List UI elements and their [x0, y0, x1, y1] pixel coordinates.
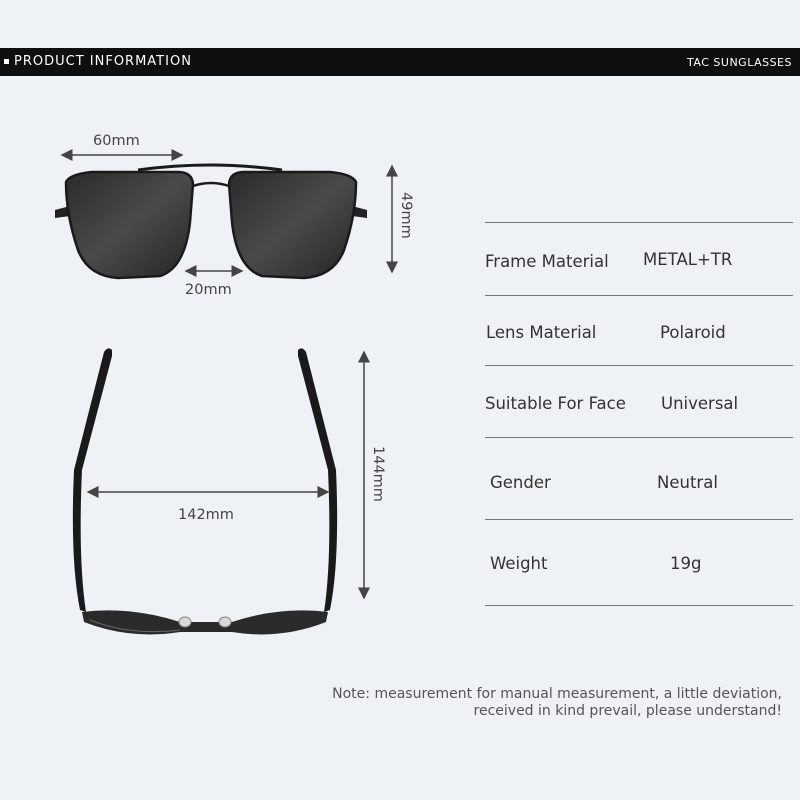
right-lens [229, 172, 356, 278]
spec-value: Universal [661, 394, 739, 413]
spec-label: Gender [490, 473, 551, 492]
spec-divider [485, 295, 793, 296]
temple-length-label: 144mm [370, 446, 386, 502]
note-line-2: received in kind prevail, please understand! [473, 703, 782, 719]
spec-divider [485, 519, 793, 520]
spec-value: METAL+TR [643, 250, 733, 269]
spec-value: 19g [670, 554, 702, 573]
lens-height-label: 49mm [398, 192, 414, 239]
spec-divider [485, 222, 793, 223]
spec-label: Weight [490, 554, 548, 573]
spec-divider [485, 437, 793, 438]
lens-width-label: 60mm [93, 133, 140, 149]
spec-divider [485, 605, 793, 606]
left-lens [66, 172, 193, 278]
spec-value: Polaroid [660, 323, 726, 342]
spec-label: Lens Material [486, 323, 597, 342]
measurement-note [332, 686, 782, 720]
spec-value: Neutral [657, 473, 718, 492]
frame-width-label: 142mm [178, 507, 234, 523]
front-view [55, 165, 367, 278]
bridge-width-label: 20mm [185, 282, 232, 298]
spec-divider [485, 365, 793, 366]
header-brand: TAC SUNGLASSES [687, 56, 792, 69]
header-title: PRODUCT INFORMATION [14, 54, 192, 69]
spec-label: Suitable For Face [485, 394, 626, 413]
spec-label: Frame Material [485, 252, 609, 271]
note-line-1: Note: measurement for manual measurement, a little deviation, [332, 686, 782, 702]
